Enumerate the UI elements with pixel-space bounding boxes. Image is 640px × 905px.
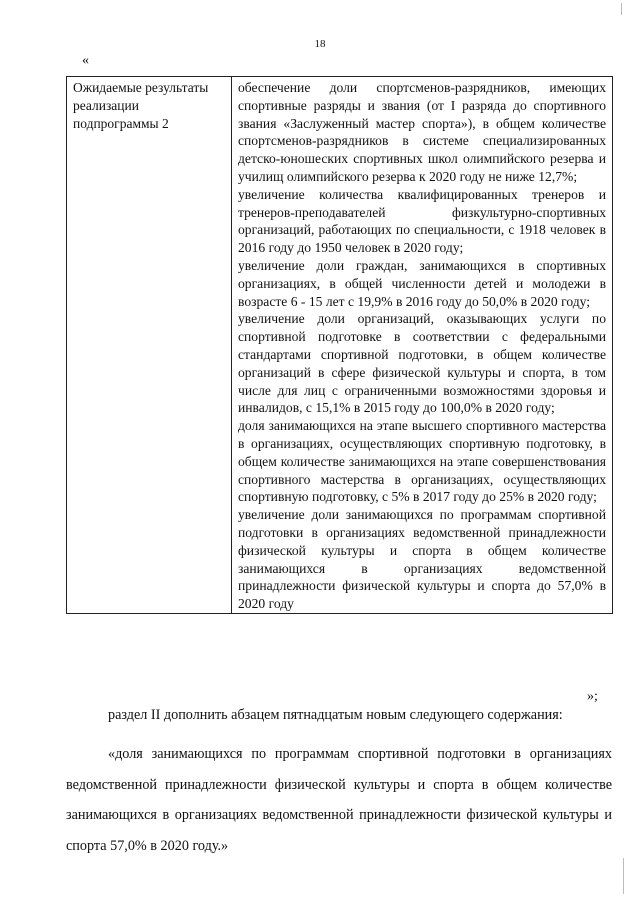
list-item: увеличение доли занимающихся по программам спортивной подготовки в организациях ведомственной принадлежности физической культуры и спорта в общем количестве занимающихся в организациях ведомственной принадлежности физической культуры и спорта до 57,0% в 2020 году (238, 507, 606, 612)
table-label-cell: Ожидаемые результаты реализации подпрограммы 2 (67, 77, 232, 614)
close-quote: »; (587, 689, 598, 704)
list-item: обеспечение доли спортсменов-разрядников, имеющих спортивные разряды и звания (от I разряда до спортивного звания «Заслуженный мастер спорта»), в общем количестве спортсменов-разрядников в системе специализированных детско-юношеских спортивных школ олимпийского резерва и училищ олимпийского резерва к 2020 году не ниже 12,7%; (238, 80, 606, 184)
table-content-cell (232, 77, 613, 614)
scan-mark (621, 3, 622, 15)
table-row (67, 77, 613, 614)
open-quote: « (82, 53, 89, 68)
list-item: увеличение количества квалифицированных тренеров и тренеров-преподавателей физкультурно-спортивных организаций, работающих по специальности, с 1918 человек в 2016 году до 1950 человек в 2020 году; (238, 186, 606, 256)
scan-mark (623, 858, 624, 894)
body-paragraph: раздел II дополнить абзацем пятнадцатым новым следующего содержания: (108, 707, 563, 723)
list-item: доля занимающихся на этапе высшего спортивного мастерства в организациях, осуществляющих спортивную подготовку, в общем количестве занимающихся на этапе совершенствования спортивного мастерства в организациях, осуществляющих спортивную подготовку, с 5% в 2017 году до 25% в 2020 году; (238, 418, 606, 505)
page-number: 18 (314, 38, 326, 50)
list-item: увеличение доли организаций, оказывающих услуги по спортивной подготовке в соответствии с федеральными стандартами спортивной подготовки, в общем количестве организаций в сфере физической культуры и спорта, в том числе для лиц с ограниченными возможностями здоровья и инвалидов, с 15,1% в 2015 году до 100,0% в 2020 году; (238, 311, 606, 416)
body-paragraph: «доля занимающихся по программам спортивной подготовки в организациях ведомственной принадлежности физической культуры и спорта в общем количестве занимающихся в организациях ведомственной принадлежности физической культуры и спорта 57,0% в 2020 году.» (66, 746, 612, 854)
list-item: увеличение доли граждан, занимающихся в спортивных организациях, в общей численности детей и молодежи в возрасте 6 - 15 лет с 19,9% в 2016 году до 50,0% в 2020 году; (238, 257, 606, 309)
results-table (66, 76, 613, 614)
